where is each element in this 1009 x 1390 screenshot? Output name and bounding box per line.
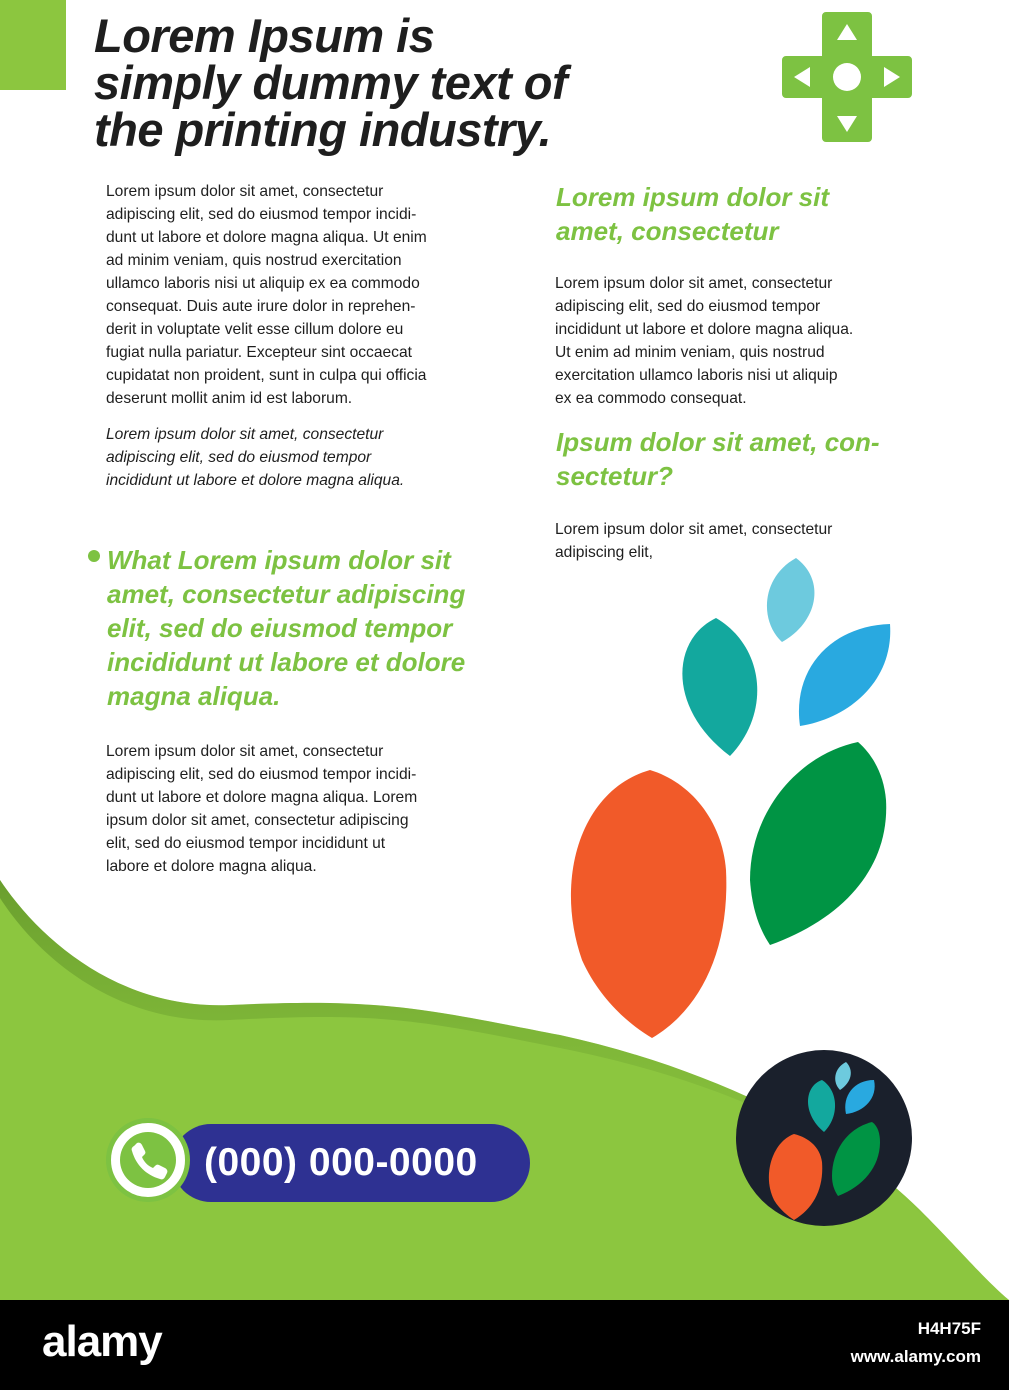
italic-paragraph: Lorem ipsum dolor sit amet, consectetur adipiscing elit, sed do eiusmod tempor incididunt ut labore et dolore magna aliqua. xyxy=(106,426,405,489)
leaves-illustration xyxy=(560,550,900,1050)
leaf-light-blue xyxy=(767,558,815,642)
page-headline xyxy=(94,9,734,156)
site-url[interactable]: www.alamy.com xyxy=(850,1347,981,1366)
leaf-green xyxy=(750,742,886,945)
leaf-blue xyxy=(799,624,890,726)
leaf-teal xyxy=(682,618,757,756)
dpad-icon xyxy=(778,8,916,146)
headline-line-3: the printing industry. xyxy=(94,103,552,156)
alamy-logo: alamy xyxy=(42,1317,162,1366)
corner-accent-bar xyxy=(0,0,66,90)
right-paragraph-2: Lorem ipsum dolor sit amet, consectetur adipiscing elit, xyxy=(555,521,833,561)
phone-number[interactable]: (000) 000-0000 xyxy=(204,1141,478,1184)
headline-line-1: Lorem Ipsum is xyxy=(94,9,435,62)
question-heading: What Lorem ipsum dolor sit amet, consectetur adipiscing elit, sed do eiusmod tempor incididunt ut labore et dolore magna aliqua. xyxy=(107,545,466,711)
phone-handset-icon xyxy=(111,1123,185,1197)
right-heading-1: Lorem ipsum dolor sit amet, consectetur xyxy=(556,182,830,246)
leaf-orange xyxy=(571,770,726,1038)
phone-icon-circle[interactable] xyxy=(106,1118,190,1202)
bullet-dot xyxy=(88,550,100,562)
right-paragraph-1: Lorem ipsum dolor sit amet, consectetur adipiscing elit, sed do eiusmod tempor incididunt ut labore et dolore magna aliqua. Ut enim ad minim veniam, quis nostrud exercitation ullamco laboris nisi ut aliquip ex ea commodo consequat. xyxy=(555,275,854,407)
leaf-logo-badge xyxy=(728,1050,920,1226)
intro-paragraph: Lorem ipsum dolor sit amet, consectetur adipiscing elit, sed do eiusmod tempor incidi- dunt ut labore et dolore magna aliqua. Ut enim ad minim veniam, quis nostrud exercitation ullamco laboris nisi ut aliquip ex ea commodo consequat. Duis aute irure dolor in reprehen- derit in voluptate velit esse cillum dolore eu fugiat nulla pariatur. Excepteur sint occaecat cupidatat non proident, sunt in culpa qui officia deserunt mollit anim id est laborum. xyxy=(106,183,427,407)
closing-paragraph: Lorem ipsum dolor sit amet, consectetur adipiscing elit, sed do eiusmod tempor incidi- dunt ut labore et dolore magna aliqua. Lorem ipsum dolor sit amet, consectetur adipiscing elit, sed do eiusmod tempor incididunt ut labore et dolore magna aliqua. xyxy=(106,743,418,875)
image-id: H4H75F xyxy=(917,1319,981,1338)
headline-line-2: simply dummy text of xyxy=(94,56,568,109)
right-heading-2: Ipsum dolor sit amet, con- sectetur? xyxy=(556,427,880,491)
